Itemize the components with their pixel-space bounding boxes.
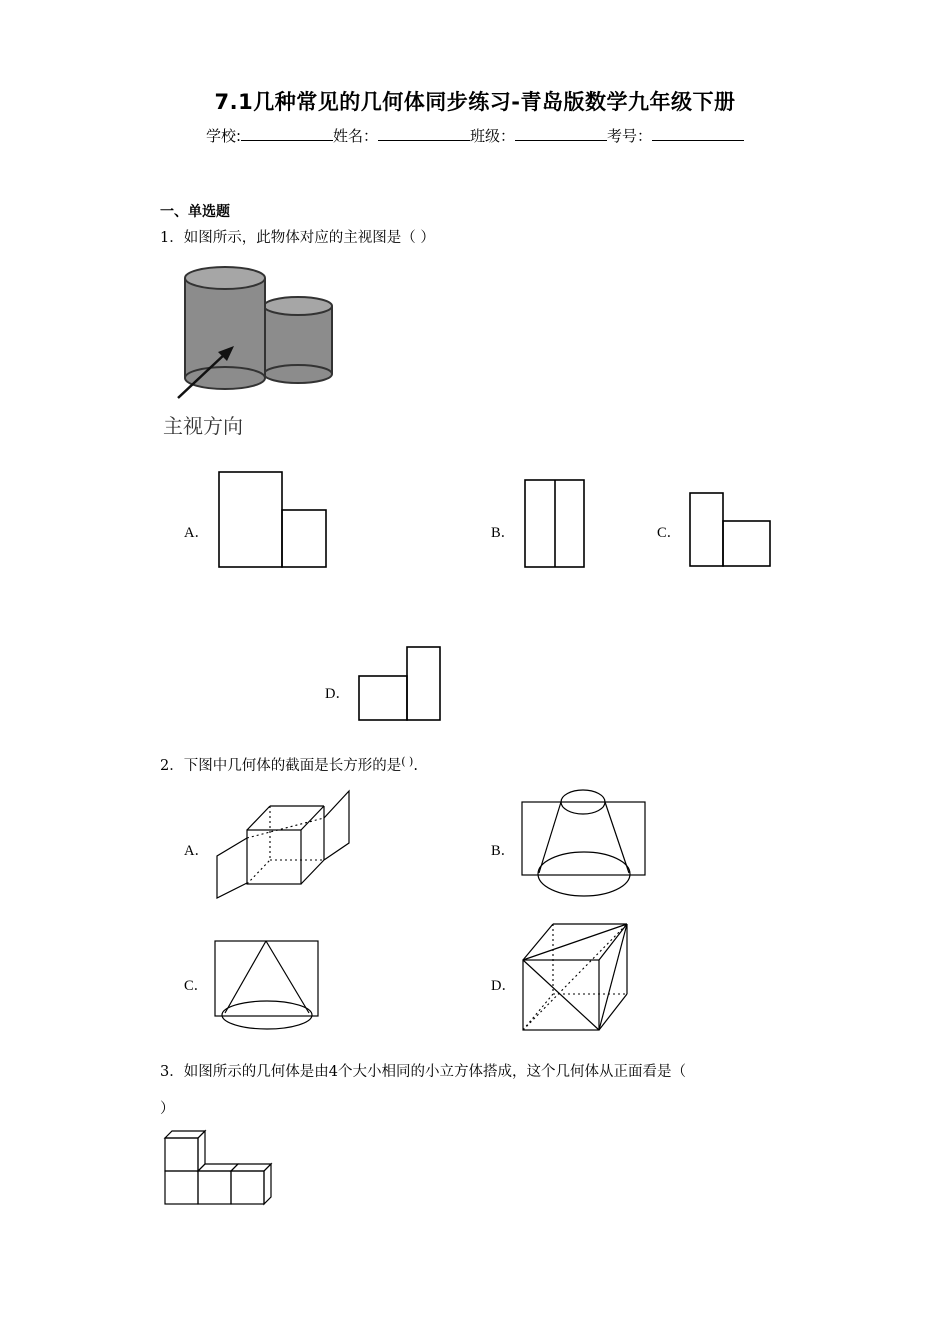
question-2-end: . bbox=[413, 758, 418, 774]
q1-option-b-label[interactable]: B． bbox=[491, 525, 516, 541]
school-blank[interactable] bbox=[241, 126, 333, 141]
question-1-text: 1．如图所示，此物体对应的主视图是（ ） bbox=[160, 230, 435, 246]
exam-no-blank[interactable] bbox=[652, 126, 744, 141]
q2-option-c-figure[interactable] bbox=[213, 938, 323, 1033]
page-title: 7.1几种常见的几何体同步练习-青岛版数学九年级下册 bbox=[214, 90, 736, 114]
exam-no-label: 考号： bbox=[607, 127, 653, 145]
question-2-text bbox=[160, 754, 418, 775]
q1-option-a-label[interactable]: A． bbox=[184, 525, 209, 541]
question-3-text-cont: ） bbox=[160, 1101, 175, 1117]
q2-option-a-label[interactable]: A． bbox=[184, 843, 209, 859]
q1-option-c-figure[interactable] bbox=[689, 491, 773, 569]
name-blank[interactable] bbox=[378, 126, 470, 141]
class-label: 班级： bbox=[470, 127, 516, 145]
section-heading: 一、单选题 bbox=[160, 204, 230, 220]
q1-option-b-figure[interactable] bbox=[523, 478, 587, 570]
q1-option-a-figure[interactable] bbox=[218, 470, 328, 570]
q1-option-d-figure[interactable] bbox=[358, 645, 443, 723]
q1-option-c-label[interactable]: C． bbox=[657, 525, 682, 541]
q2-option-d-figure[interactable] bbox=[520, 920, 632, 1035]
q2-option-d-label[interactable]: D． bbox=[491, 978, 516, 994]
q2-option-b-figure[interactable] bbox=[520, 788, 650, 903]
q1-option-d-label[interactable]: D． bbox=[325, 686, 350, 702]
student-info-line bbox=[0, 125, 950, 146]
name-label: 姓名： bbox=[333, 127, 379, 145]
question-3-text: 3．如图所示的几何体是由4个大小相同的小立方体搭成，这个几何体从正面看是（ bbox=[160, 1064, 686, 1080]
view-direction-caption: 主视方向 bbox=[163, 414, 243, 438]
class-blank[interactable] bbox=[515, 126, 607, 141]
question-3-figure bbox=[162, 1128, 277, 1208]
q2-option-b-label[interactable]: B． bbox=[491, 843, 516, 859]
q2-option-c-label[interactable]: C． bbox=[184, 978, 209, 994]
question-2-bracket: ( ) bbox=[401, 755, 414, 768]
school-label: 学校: bbox=[205, 127, 241, 145]
question-2-body: 2．下图中几何体的截面是长方形的是 bbox=[160, 758, 402, 774]
q2-option-a-figure[interactable] bbox=[212, 788, 354, 903]
